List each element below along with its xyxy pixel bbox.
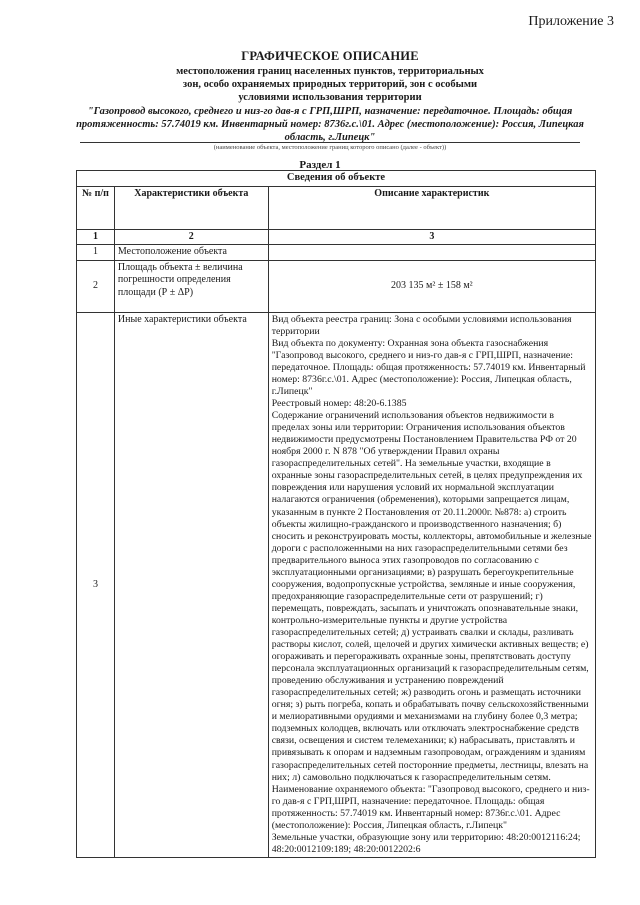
heading-line-2: зон, особо охраняемых природных территорий, зон с особыми bbox=[182, 79, 478, 90]
description-paragraph: Наименование охраняемого объекта: "Газопровод высокого, среднего и низ-го дав-я с ГРП,ШРП, назначение: передаточное. Площадь: общая протяженность: 57.74019 км. Инвентарный номер: 8736г.с.\01. Адрес (местоположение): Россия, Липецкая область, г.Липецк" bbox=[271, 783, 590, 831]
table-row bbox=[77, 312, 596, 857]
column-number-row bbox=[77, 229, 596, 245]
column-number: 2 bbox=[114, 229, 268, 245]
column-number: 1 bbox=[77, 229, 115, 245]
heading-underline-caption: (наименование объекта, местоположение границ которого описано (далее - объект)) bbox=[213, 144, 447, 151]
row-description bbox=[268, 312, 595, 857]
document-heading bbox=[60, 50, 600, 144]
row-description bbox=[268, 245, 595, 261]
document-title: ГРАФИЧЕСКОЕ ОПИСАНИЕ bbox=[241, 49, 419, 63]
table-row bbox=[77, 260, 596, 312]
header-num: № п/п bbox=[77, 186, 115, 229]
row-characteristic: Иные характеристики объекта bbox=[114, 312, 268, 857]
row-description: 203 135 м² ± 158 м² bbox=[268, 260, 595, 312]
table-caption-row bbox=[77, 171, 596, 187]
object-info-table bbox=[76, 170, 596, 858]
row-num: 3 bbox=[77, 312, 115, 857]
heading-line-1: местоположения границ населенных пунктов, территориальных bbox=[176, 66, 484, 77]
heading-underline bbox=[80, 142, 580, 143]
table-row bbox=[77, 245, 596, 261]
description-paragraph: Земельные участки, образующие зону или территорию: 48:20:0012116:24; 48:20:0012109:189; 48:20:0012202:6 bbox=[271, 831, 581, 855]
row-num: 1 bbox=[77, 245, 115, 261]
heading-line-3: условиями использования территории bbox=[238, 92, 422, 103]
table-caption: Сведения об объекте bbox=[77, 171, 596, 187]
description-paragraph: Содержание ограничений использования объектов недвижимости в пределах зоны или территории: Ограничения использования объектов недвижимости предусмотрены Постановлением Правительства РФ от 20 ноября 2000 г. N 878 "Об утверждении Правил охраны газораспределительных сетей". На земельные участки, входящие в охранные зоны газораспределительных сетей, в целях предупреждения их повреждения или нарушения условий их нормальной эксплуатации налагаются ограничения (обременения), которыми запрещается лицам, указанным в пункте 2 Постановления от 20.11.2000г. №878: а) строить объекты жилищно-гражданского и производственного назначения; б) сносить и реконструировать мосты, коллекторы, автомобильные и железные дороги с расположенными на них газораспределительными сетями без предварительного выноса этих газопроводов по согласованию с эксплуатационными организациями; в) разрушать берегоукрепительные сооружения, водопропускные устройства, земляные и иные сооружения, предохраняющие газораспределительные сети от разрушений; г) перемещать, повреждать, засыпать и уничтожать опознавательные знаки, контрольно-измерительные пункты и другие устройства газораспределительных сетей; д) устраивать свалки и склады, разливать растворы кислот, солей, щелочей и других химически активных веществ; е) огораживать и перегораживать охранные зоны, препятствовать доступу персонала эксплуатационных организаций к газораспределительным сетям, проведению обслуживания и устранению повреждений газораспределительных сетей; ж) разводить огонь и размещать источники огня; з) рыть погреба, копать и обрабатывать почву сельскохозяйственными и мелиоративными орудиями и механизмами на глубину более 0,3 метра; подземных колодцев, включать или отключать электроснабжение средств связи, освещения и систем телемеханики; к) набрасывать, приставлять и привязывать к опорам и надземным газопроводам, ограждениям и зданиям газораспределительных сетей посторонние предметы, лестницы, влезать на них; л) самовольно подключаться к газораспределительным сетям. bbox=[271, 410, 592, 783]
section-title: Раздел 1 bbox=[299, 159, 341, 171]
header-description: Описание характеристик bbox=[268, 186, 595, 229]
column-number: 3 bbox=[268, 229, 595, 245]
object-description: "Газопровод высокого, среднего и низ-го дав-я с ГРП,ШРП, назначение: передаточное. Площадь: общая протяженность: 57.74019 км. Инвентарный номер: 8736г.с.\01. Адрес (местоположение): Россия, Липецкая область, г.Липецк" bbox=[76, 106, 584, 143]
table-header-row bbox=[77, 186, 596, 229]
row-characteristic: Площадь объекта ± величина погрешности определения площади (Р ± ΔР) bbox=[114, 260, 268, 312]
header-characteristic: Характеристики объекта bbox=[114, 186, 268, 229]
appendix-label: Приложение 3 bbox=[528, 14, 614, 29]
description-paragraph: Реестровый номер: 48:20-6.1385 bbox=[271, 398, 407, 410]
description-paragraph: Вид объекта по документу: Охранная зона объекта газоснабжения "Газопровод высокого, среднего и низ-го дав-я с ГРП,ШРП, назначение: передаточное. Площадь: общая протяженность: 57.74019 км. Инвентарный номер: 8736г.с.\01. Адрес (местоположение): Россия, Липецкая область, г.Липецк" bbox=[271, 337, 586, 398]
description-paragraph: Вид объекта реестра границ: Зона с особыми условиями использования территории bbox=[271, 313, 572, 337]
row-characteristic: Местоположение объекта bbox=[114, 245, 268, 261]
row-num: 2 bbox=[77, 260, 115, 312]
